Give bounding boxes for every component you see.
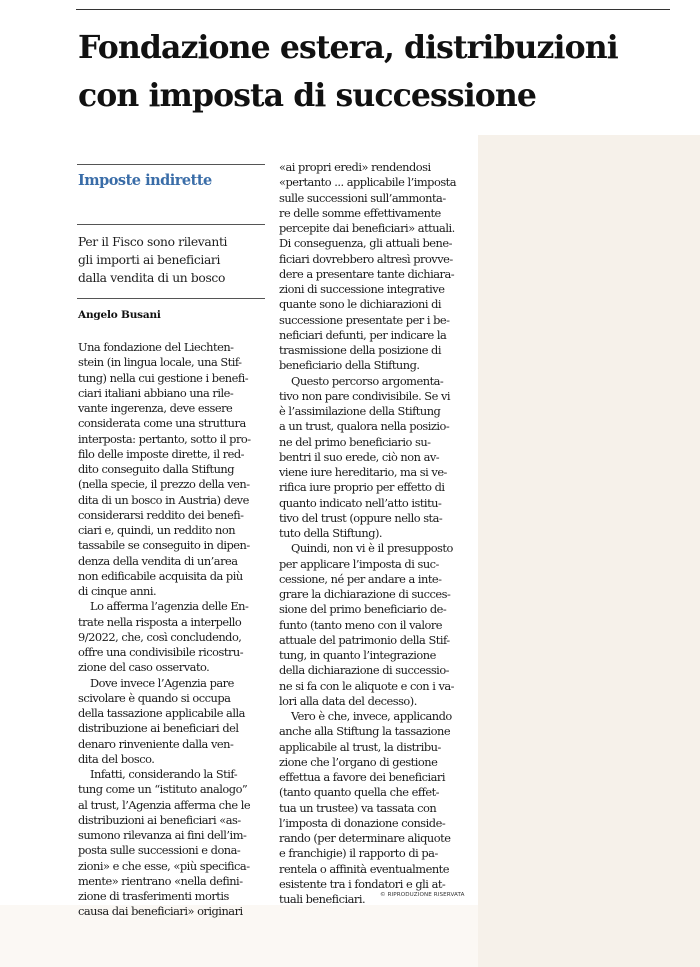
text-line: sione del primo beneficiario de-: [279, 602, 447, 617]
text-line: effettua a favore dei beneficiari: [279, 770, 446, 784]
section-label: Imposte indirette: [78, 172, 212, 189]
text-line: sumono rilevanza ai fini dell’im-: [78, 828, 247, 842]
text-line: della dichiarazione di successio-: [279, 663, 450, 678]
text-line: zioni di successione integrative: [279, 282, 445, 296]
top-rule: [76, 9, 670, 10]
text-line: offre una condivisibile ricostru-: [78, 645, 244, 659]
text-line: denza della vendita di un’area: [78, 553, 238, 568]
text-line: l’imposta di donazione conside-: [279, 815, 446, 830]
text-line: lori alla data del decesso).: [279, 693, 417, 708]
text-line: della tassazione applicabile alla: [78, 706, 245, 720]
text-line: beneficiario della Stiftung.: [279, 358, 420, 373]
text-line: Dove invece l’Agenzia pare: [90, 675, 234, 690]
text-line: trate nella risposta a interpello: [78, 614, 242, 629]
text-line: interposta: pertanto, sotto il pro-: [78, 431, 251, 446]
text-line: distribuzioni ai beneficiari «as-: [78, 812, 241, 827]
text-line: rando (per determinare aliquote: [279, 831, 451, 845]
paper-background: [478, 135, 700, 967]
text-line: grare la dichiarazione di succes-: [279, 587, 451, 601]
text-line: dita del bosco.: [78, 751, 155, 766]
text-line: cessione, né per andare a inte-: [279, 571, 442, 586]
subhead-line: Per il Fisco sono rilevanti: [78, 235, 228, 249]
text-line: bentri il suo erede, ciò non av-: [279, 449, 440, 464]
article-column-right: [279, 160, 475, 907]
subhead-line: dalla vendita di un bosco: [78, 271, 226, 285]
article-column-left: [78, 340, 268, 920]
text-line: zioni» e che esse, «più specifica-: [78, 858, 250, 873]
headline-line: Fondazione estera, distribuzioni: [78, 29, 618, 66]
text-line: ciari e, quindi, un reddito non: [78, 523, 236, 537]
text-line: 9/2022, che, così concludendo,: [78, 629, 242, 644]
subhead: [78, 233, 268, 287]
text-line: rifica iure proprio per effetto di: [279, 480, 445, 495]
section-top-rule: [77, 164, 265, 165]
text-line: dita di un bosco in Austria) deve: [78, 492, 249, 507]
text-line: sulle successioni sull’ammonta-: [279, 190, 446, 205]
text-line: tivo del trust (oppure nello sta-: [279, 510, 443, 525]
text-line: zione che l’organo di gestione: [279, 754, 438, 769]
text-line: «pertanto ... applicabile l’imposta: [279, 175, 457, 190]
text-line: considerarsi reddito dei benefi-: [78, 507, 244, 522]
text-line: Infatti, considerando la Stif-: [90, 767, 238, 781]
text-line: Vero è che, invece, applicando: [291, 709, 452, 723]
text-line: per applicare l’imposta di suc-: [279, 556, 439, 571]
text-line: a un trust, qualora nella posizio-: [279, 419, 450, 434]
author-byline: Angelo Busani: [78, 309, 161, 321]
text-line: «ai propri eredi» rendendosi: [279, 160, 431, 174]
headline: [78, 24, 678, 120]
text-line: dere a presentare tante dichiara-: [279, 266, 455, 281]
text-line: causa dai beneficiari» originari: [78, 904, 243, 919]
text-line: trasmissione della posizione di: [279, 343, 441, 357]
text-line: Una fondazione del Liechten-: [78, 340, 234, 354]
text-line: Di conseguenza, gli attuali bene-: [279, 236, 452, 251]
text-line: quanto indicato nell’atto istitu-: [279, 495, 442, 510]
text-line: neficiari defunti, per indicare la: [279, 327, 447, 342]
text-line: non edificabile acquisita da più: [78, 568, 243, 583]
text-line: filo delle imposte dirette, il red-: [78, 446, 245, 461]
text-line: tung) nella cui gestione i benefi-: [78, 370, 249, 385]
text-line: tuto della Stiftung).: [279, 526, 383, 540]
text-line: considerata come una struttura: [78, 416, 246, 431]
text-line: denaro rinveniente dalla ven-: [78, 736, 234, 751]
text-line: Questo percorso argomenta-: [291, 373, 444, 388]
text-line: funto (tanto meno con il valore: [279, 617, 443, 632]
text-line: di cinque anni.: [78, 584, 157, 598]
text-line: tuali beneficiari.: [279, 892, 366, 906]
headline-line: con imposta di successione: [78, 77, 537, 114]
text-line: anche alla Stiftung la tassazione: [279, 724, 451, 739]
copyright-notice: © RIPRODUZIONE RISERVATA: [380, 892, 465, 898]
text-line: tua un trustee) va tassata con: [279, 800, 437, 815]
text-line: successione presentate per i be-: [279, 312, 450, 327]
text-line: applicabile al trust, la distribu-: [279, 739, 441, 754]
text-line: ficiari dovrebbero altresì provve-: [279, 251, 453, 266]
text-line: scivolare è quando si occupa: [78, 690, 231, 705]
text-line: tivo non pare condivisibile. Se vi: [279, 388, 451, 403]
text-line: ne si fa con le aliquote e con i va-: [279, 678, 455, 693]
text-line: posta sulle successioni e dona-: [78, 843, 241, 858]
text-line: è l’assimilazione della Stiftung: [279, 404, 441, 418]
text-line: distribuzione ai beneficiari del: [78, 721, 239, 736]
text-line: ciari italiani abbiano una rile-: [78, 385, 234, 400]
text-line: Lo afferma l’agenzia delle En-: [90, 599, 249, 614]
text-line: viene iure hereditario, ma si ve-: [279, 465, 447, 479]
text-line: zione di trasferimenti mortis: [78, 889, 229, 903]
text-line: Quindi, non vi è il presupposto: [291, 541, 453, 556]
text-line: stein (in lingua locale, una Stif-: [78, 355, 242, 370]
text-line: vante ingerenza, deve essere: [78, 401, 233, 415]
text-line: (nella specie, il prezzo della ven-: [78, 477, 250, 492]
text-line: re delle somme effettivamente: [279, 205, 441, 220]
text-line: rentela o affinità eventualmente: [279, 861, 450, 876]
text-line: dito conseguito dalla Stiftung: [78, 462, 235, 476]
text-line: tung come un “istituto analogo”: [78, 782, 248, 797]
text-line: tassabile se conseguito in dipen-: [78, 538, 250, 553]
text-line: esistente tra i fondatori e gli at-: [279, 876, 446, 891]
text-line: zione del caso osservato.: [78, 660, 210, 675]
text-line: ne del primo beneficiario su-: [279, 434, 431, 449]
text-line: attuale del patrimonio della Stif-: [279, 632, 450, 647]
text-line: al trust, l’Agenzia afferma che le: [78, 797, 251, 812]
text-line: (tanto quanto quella che effet-: [279, 785, 439, 800]
subhead-bottom-rule: [77, 298, 265, 299]
text-line: percepite dai beneficiari» attuali.: [279, 221, 455, 235]
text-line: tung, in quanto l’integrazione: [279, 648, 436, 662]
text-line: mente» rientrano «nella defini-: [78, 873, 243, 888]
text-line: quante sono le dichiarazioni di: [279, 297, 442, 312]
text-line: e franchigie) il rapporto di pa-: [279, 846, 438, 861]
subhead-line: gli importi ai beneficiari: [78, 253, 221, 267]
section-bottom-rule: [77, 224, 265, 225]
